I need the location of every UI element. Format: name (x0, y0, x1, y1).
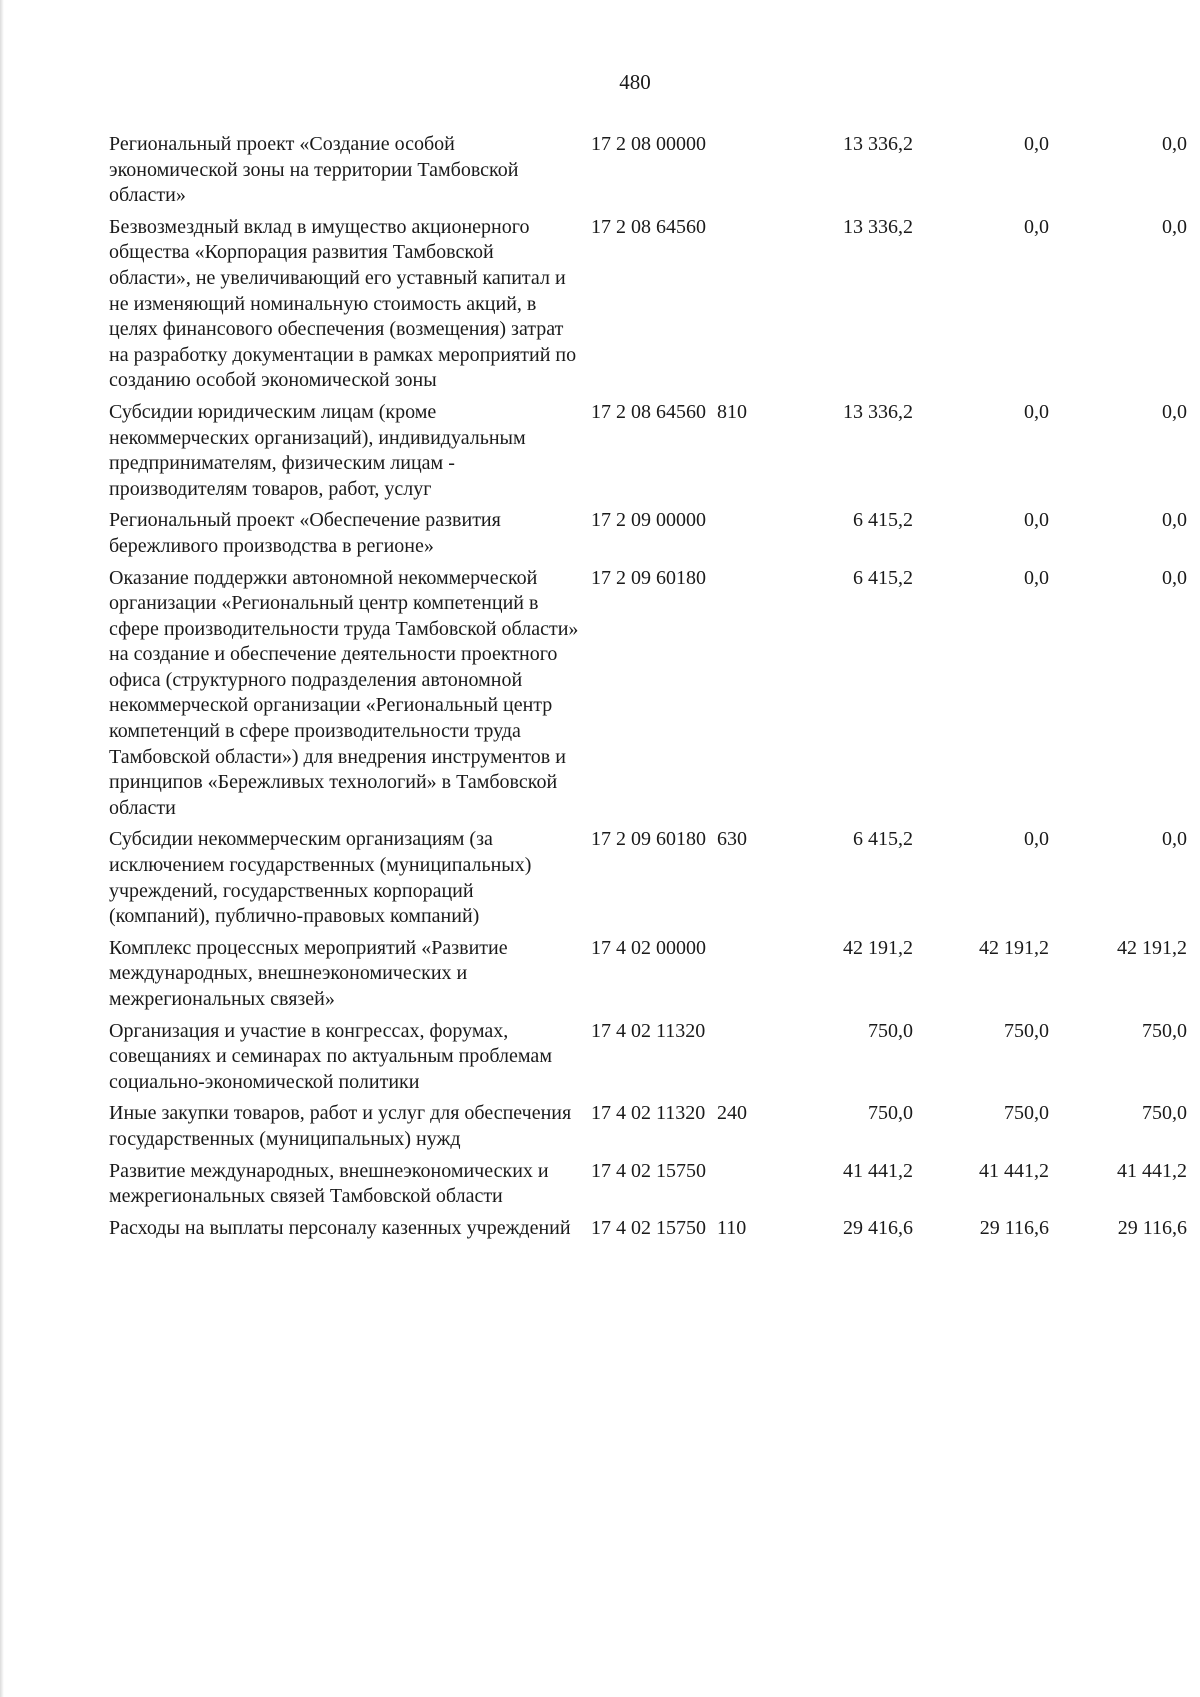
row-name: Субсидии некоммерческим организациям (за исключением государственных (муниципальных) учреждений, государственных корпораций (компаний), публично-правовых компаний) (109, 828, 532, 928)
scan-edge (0, 0, 4, 1697)
row-amount-year3: 0,0 (1162, 215, 1187, 238)
table-row (109, 1159, 1187, 1210)
table-row (109, 508, 1187, 559)
table-row (109, 1019, 1187, 1096)
row-amount-year3: 0,0 (1162, 133, 1187, 155)
row-amount-year1: 29 416,6 (843, 1216, 913, 1239)
row-name: Субсидии юридическим лицам (кроме некоммерческих организаций), индивидуальным предпринимателям, физическим лицам - производителям товаров, работ, услуг (109, 400, 526, 500)
table-row (109, 936, 1187, 1013)
row-csr: 17 2 08 00000 (591, 133, 706, 155)
table-row (109, 566, 1187, 822)
row-vr: 630 (717, 828, 747, 851)
row-amount-year1: 750,0 (868, 1102, 913, 1125)
row-name: Безвозмездный вклад в имущество акционерного общества «Корпорация развития Тамбовской области», не увеличивающий его уставный капитал и не изменяющий номинальную стоимость акций, в целях финансового обеспечения (возмещения) затрат на разработку документации в рамках мероприятий по созданию особой экономической зоны (109, 215, 577, 392)
row-vr: 240 (717, 1102, 747, 1125)
row-csr: 17 2 08 64560 (591, 400, 706, 423)
row-name: Региональный проект «Обеспечение развития бережливого производства в регионе» (109, 509, 501, 557)
row-name: Комплекс процессных мероприятий «Развитие международных, внешнеэкономических и межрегиональных связей» (109, 936, 508, 1010)
row-amount-year3: 41 441,2 (1117, 1159, 1187, 1182)
row-csr: 17 2 09 00000 (591, 509, 706, 532)
row-amount-year2: 0,0 (1024, 828, 1049, 851)
row-amount-year3: 42 191,2 (1117, 936, 1187, 959)
row-amount-year3: 750,0 (1142, 1019, 1187, 1042)
row-csr: 17 4 02 15750 (591, 1216, 706, 1239)
row-amount-year2: 0,0 (1024, 400, 1049, 423)
row-amount-year1: 6 415,2 (853, 566, 913, 589)
row-vr: 110 (717, 1216, 747, 1239)
row-amount-year1: 750,0 (868, 1019, 913, 1042)
row-amount-year3: 29 116,6 (1117, 1216, 1187, 1239)
row-amount-year2: 41 441,2 (979, 1159, 1049, 1182)
row-csr: 17 2 08 64560 (591, 215, 706, 238)
row-amount-year1: 42 191,2 (843, 936, 913, 959)
row-amount-year2: 42 191,2 (979, 936, 1049, 959)
budget-table (109, 132, 1187, 1247)
table-row (109, 400, 1187, 502)
row-amount-year3: 0,0 (1162, 400, 1187, 423)
table-row (109, 827, 1187, 929)
row-name: Региональный проект «Создание особой экономической зоны на территории Тамбовской области» (109, 133, 519, 207)
row-csr: 17 4 02 11320 (591, 1102, 706, 1125)
row-csr: 17 4 02 00000 (591, 936, 706, 959)
row-amount-year1: 13 336,2 (843, 215, 913, 238)
row-amount-year3: 750,0 (1142, 1102, 1187, 1125)
page-number: 480 (619, 70, 651, 94)
row-name: Иные закупки товаров, работ и услуг для обеспечения государственных (муниципальных) нужд (109, 1102, 572, 1150)
row-csr: 17 2 09 60180 (591, 828, 706, 851)
row-amount-year2: 0,0 (1024, 133, 1049, 155)
row-csr: 17 4 02 15750 (591, 1159, 706, 1182)
row-csr: 17 2 09 60180 (591, 566, 706, 589)
table-row (109, 215, 1187, 394)
row-amount-year2: 750,0 (1004, 1019, 1049, 1042)
row-csr: 17 4 02 11320 (591, 1019, 706, 1042)
row-amount-year1: 41 441,2 (843, 1159, 913, 1182)
row-name: Оказание поддержки автономной некоммерческой организации «Региональный центр компетенций в сфере производительности труда Тамбовской области» на создание и обеспечение деятельности проектного офиса (структурного подразделения автономной некоммерческой организации «Региональный центр компетенций в сфере производительности труда Тамбовской области») для внедрения инструментов и принципов «Бережливых технологий» в Тамбовской области (109, 566, 579, 819)
row-amount-year1: 13 336,2 (843, 133, 913, 155)
row-name: Расходы на выплаты персоналу казенных учреждений (109, 1216, 571, 1239)
row-amount-year3: 0,0 (1162, 509, 1187, 532)
row-name: Организация и участие в конгрессах, форумах, совещаниях и семинарах по актуальным проблемам социально-экономической политики (109, 1019, 552, 1093)
table-row (109, 1101, 1187, 1152)
table-row (109, 132, 1187, 209)
row-amount-year2: 0,0 (1024, 566, 1049, 589)
table-row (109, 1216, 1187, 1242)
row-amount-year1: 13 336,2 (843, 400, 913, 423)
row-amount-year2: 0,0 (1024, 509, 1049, 532)
row-amount-year2: 0,0 (1024, 215, 1049, 238)
row-amount-year1: 6 415,2 (853, 509, 913, 532)
row-name: Развитие международных, внешнеэкономических и межрегиональных связей Тамбовской области (109, 1159, 549, 1208)
row-vr: 810 (717, 400, 747, 423)
row-amount-year1: 6 415,2 (853, 828, 913, 851)
row-amount-year2: 750,0 (1004, 1102, 1049, 1125)
row-amount-year3: 0,0 (1162, 566, 1187, 589)
row-amount-year3: 0,0 (1162, 828, 1187, 851)
row-amount-year2: 29 116,6 (979, 1216, 1049, 1239)
